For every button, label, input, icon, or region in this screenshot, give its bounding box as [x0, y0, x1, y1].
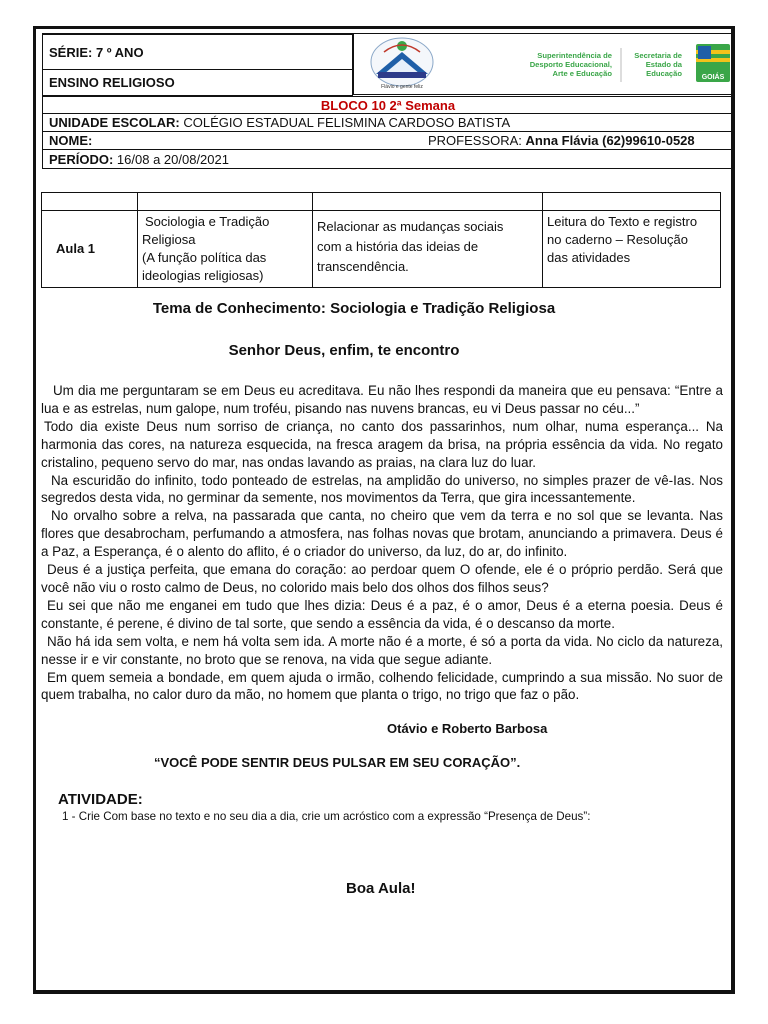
- tema-line: ideologias religiosas): [142, 268, 264, 283]
- paragraph: Em quem semeia a bondade, em quem ajuda o irmão, colhendo felicidade, cumprindo a sua missão. No suor de quem trabalha, no calor duro da mão, no homem que planta o trigo, no trigo que faz o pão.: [41, 669, 723, 703]
- atividade-line: das atividades: [547, 250, 631, 265]
- authors: Otávio e Roberto Barbosa: [387, 721, 548, 736]
- secretaria-logo: [634, 51, 682, 78]
- superintendencia-logo: [530, 48, 621, 82]
- farewell: Boa Aula!: [346, 880, 416, 897]
- serie-label: SÉRIE: 7 º ANO: [49, 44, 144, 60]
- bloco-row: [42, 96, 734, 114]
- periodo-value: 16/08 a 20/08/2021: [116, 151, 229, 167]
- goias-logo: [696, 44, 730, 82]
- atividade-line: no caderno – Resolução: [547, 232, 688, 247]
- logos-svg: [354, 34, 734, 94]
- disciplina-label: ENSINO RELIGIOSO: [49, 75, 175, 90]
- tema-line: (A função política das: [142, 250, 267, 265]
- nome-row: [42, 131, 734, 150]
- objetivo-line: transcendência.: [317, 259, 409, 274]
- nome-label: NOME:: [49, 133, 93, 148]
- unidade-value: COLÉGIO ESTADUAL FELISMINA CARDOSO BATISTA: [183, 115, 511, 130]
- superintendencia-line-2: Desporto Educacional,: [529, 60, 612, 69]
- periodo-row: [42, 149, 734, 169]
- professora-value: Anna Flávia (62)99610-0528: [525, 133, 695, 148]
- secretaria-line-3: Educação: [646, 69, 682, 78]
- professora-label: PROFESSORA:: [428, 133, 522, 148]
- bloco-label: BLOCO 10 2ª Semana: [320, 97, 456, 113]
- superintendencia-line-1: Superintendência de: [537, 51, 612, 60]
- serie-cell: [42, 33, 353, 70]
- paragraph: Um dia me perguntaram se em Deus eu acreditava. Eu não lhes respondi da maneira que eu pensava: “Entre a lua e as estrelas, num galope, num troféu, pisando nas nuvens brancas, eu vi Deus passar no céu...”: [41, 383, 723, 416]
- paragraph: Todo dia existe Deus num sorriso de criança, no canto dos passarinhos, num olhar, numa esperança... Na harmonia das cores, na natureza esquecida, na fresca aragem da brisa, na própria essência da vida. No regato cristalino, pequeno servo do mar, nas ondas lavando as praias, na clara luz do luar.: [41, 418, 723, 470]
- quote: “VOCÊ PODE SENTIR DEUS PULSAR EM SEU CORAÇÃO”.: [154, 755, 521, 770]
- atividade-title: ATIVIDADE:: [58, 791, 143, 808]
- school-logo: [371, 38, 433, 90]
- objetivo-line: com a história das ideias de: [317, 239, 479, 254]
- atividade-text: 1 - Crie Com base no texto e no seu dia a dia, crie um acróstico com a expressão “Presença de Deus”:: [62, 810, 591, 823]
- tema-line: Religiosa: [142, 232, 196, 247]
- unidade-row: [42, 113, 734, 132]
- aula-cell: [42, 211, 138, 288]
- secretaria-line-2: Estado da: [645, 60, 682, 69]
- objetivo-line: Relacionar as mudanças sociais: [317, 219, 504, 234]
- paragraph: Eu sei que não me enganei em tudo que lhes dizia: Deus é a paz, é o amor, Deus é a eterna poesia. Deus é constante, é perene, é divino de tal sorte, que sendo a essência da vida, é o descanso da morte.: [41, 597, 723, 631]
- body-text: [41, 382, 723, 704]
- table-row: [42, 211, 721, 288]
- periodo-label: PERÍODO:: [49, 151, 114, 167]
- unidade-label: UNIDADE ESCOLAR:: [49, 115, 180, 130]
- paragraph: Não há ida sem volta, e nem há volta sem ida. A morte não é a morte, é só a porta da vida. No ciclo da natureza, nesse ir e vir constante, no broto que se renova, na vida que segue adiante.: [41, 633, 723, 667]
- atividade-line: Leitura do Texto e registro: [547, 214, 698, 229]
- objetivo-cell: [313, 211, 543, 288]
- atividade-cell: [543, 211, 721, 288]
- tema-cell: [138, 211, 313, 288]
- tema-conhecimento: Tema de Conhecimento: Sociologia e Tradição Religiosa: [152, 300, 556, 317]
- goias-text: GOIÁS: [701, 74, 725, 81]
- table-header-row: [42, 193, 721, 211]
- logo-banner: [352, 33, 734, 95]
- paragraph: Deus é a justiça perfeita, que emana do coração: ao perdoar quem O ofende, ele é o próprio perdão. Será que você não viu o rosto calmo de Deus, no colorido mais belo dos olhos dos filhos seus?: [41, 562, 723, 595]
- superintendencia-line-3: Arte e Educação: [552, 69, 612, 78]
- text-title: Senhor Deus, enfim, te encontro: [228, 342, 460, 359]
- tema-line: Sociologia e Tradição: [145, 214, 270, 229]
- secretaria-line-1: Secretaria de: [634, 51, 682, 60]
- disciplina-cell: [42, 69, 353, 96]
- paragraph: No orvalho sobre a relva, na passarada que canta, no cheiro que vem da terra e no sol que se levanta. Nas flores que desabrocham, perfumando a atmosfera, nas folhas novas que brotam, anunciando a primavera. Deus é a Paz, a Esperança, é o alento do aflito, é o criador do universo, da luz, do ar, do infinito.: [41, 508, 723, 560]
- school-caption: Flávio e gente feliz: [381, 84, 423, 90]
- paragraph: Na escuridão do infinito, todo ponteado de estrelas, na amplidão do universo, no simples prazer de vê-Ias. Nos segredos desta vida, no germinar da semente, nos movimentos da Terra, que gira incessantemente.: [41, 472, 723, 506]
- aula-label: Aula 1: [56, 241, 96, 256]
- aulas-table: [41, 192, 721, 288]
